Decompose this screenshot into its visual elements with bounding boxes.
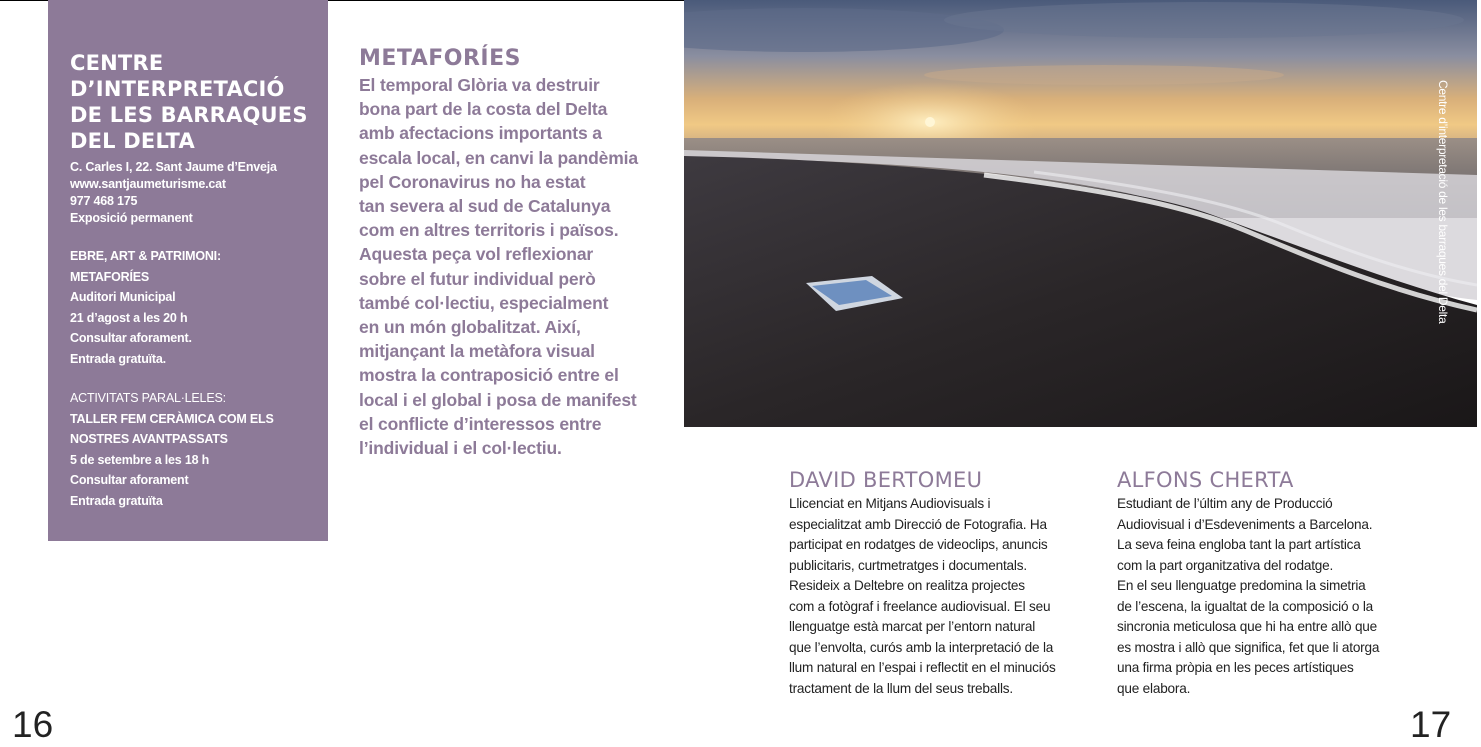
activity-title: TALLER FEM CERÀMICA COM ELS [70, 411, 274, 426]
activity-date: 5 de setembre a les 18 h [70, 452, 210, 467]
bio-text: Llicenciat en Mitjans Audiovisuals i especialitzat amb Direcció de Fotografia. Ha participat en rodatges de videoclips, anuncis publicitaris, curtmetratges i documentals. Resideix a Deltebre on realitza projectes com a fotògraf i freelance audiovisual. El seu llenguatge està marcat per l’entorn natural que l’envolta, curós amb la interpretació de la llum natural en l’espai i reflectit en el minuciós tractament de la llum del seus treballs. [789, 496, 1056, 696]
exhibition-type: Exposició permanent [70, 211, 193, 225]
beach-sunset-photo [684, 0, 1477, 427]
event-note: Consultar aforament. [70, 331, 192, 345]
photo-illustration [684, 0, 1477, 427]
info-panel [48, 0, 328, 541]
venue-info [70, 159, 328, 227]
event-venue: Auditori Municipal [70, 290, 176, 304]
page-number-left: 16 [12, 704, 54, 745]
article-title: METAFORÍES [359, 46, 521, 71]
event-date: 21 d’agost a les 20 h [70, 310, 188, 325]
activities-heading: ACTIVITATS PARAL·LELES: [70, 391, 226, 405]
page-number-right: 17 [1410, 704, 1452, 745]
article [359, 45, 659, 460]
bio-text: Estudiant de l’últim any de Producció Audiovisual i d’Esdeveniments a Barcelona. La seva feina engloba tant la part artística com la part organitzativa del rodatge. En el seu llenguatge predomina la simetria de l’escena, la igualtat de la composició o la sincronia meticulosa que hi ha entre allò que es mostra i allò que significa, fet que li atorga una firma pròpia en les peces artístiques que elabora. [1117, 496, 1380, 696]
event-block [70, 246, 328, 369]
venue-title: CENTRE D’INTERPRETACIÓ DE LES BARRAQUES DEL DELTA [70, 51, 308, 153]
event-entry: Entrada gratuïta. [70, 351, 166, 366]
address: C. Carles I, 22. Sant Jaume d’Enveja [70, 160, 277, 174]
activity-note: Consultar aforament [70, 473, 189, 487]
bio-name: ALFONS CHERTA [1117, 468, 1294, 492]
bio-name: DAVID BERTOMEU [789, 468, 983, 492]
activity-title-2: NOSTRES AVANTPASSATS [70, 432, 228, 446]
bio-david-bertomeu [789, 466, 1109, 699]
website: www.santjaumeturisme.cat [70, 177, 226, 191]
activity-entry: Entrada gratuïta [70, 493, 163, 508]
bio-alfons-cherta [1117, 466, 1437, 699]
article-body: El temporal Glòria va destruir bona part de la costa del Delta amb afectacions importants a escala local, en canvi la pandèmia pel Coronavirus no ha estat tan severa al sud de Catalunya com en altres territoris i països. Aquesta peça vol reflexionar sobre el futur individual però també col·lectiu, especialment en un món globalitzat. Així, mitjançant la metàfora visual mostra la contraposició entre el local i el global i posa de manifest el conflicte d’interessos entre l’individual i el col·lectiu. [359, 75, 638, 459]
photo-credit: Centre d’interpretació de les barraques del Delta [1436, 80, 1450, 324]
event-title: EBRE, ART & PATRIMONI: [70, 249, 221, 263]
activities-block [70, 388, 328, 511]
phone: 977 468 175 [70, 194, 138, 208]
event-title-2: METAFORÍES [70, 269, 150, 284]
